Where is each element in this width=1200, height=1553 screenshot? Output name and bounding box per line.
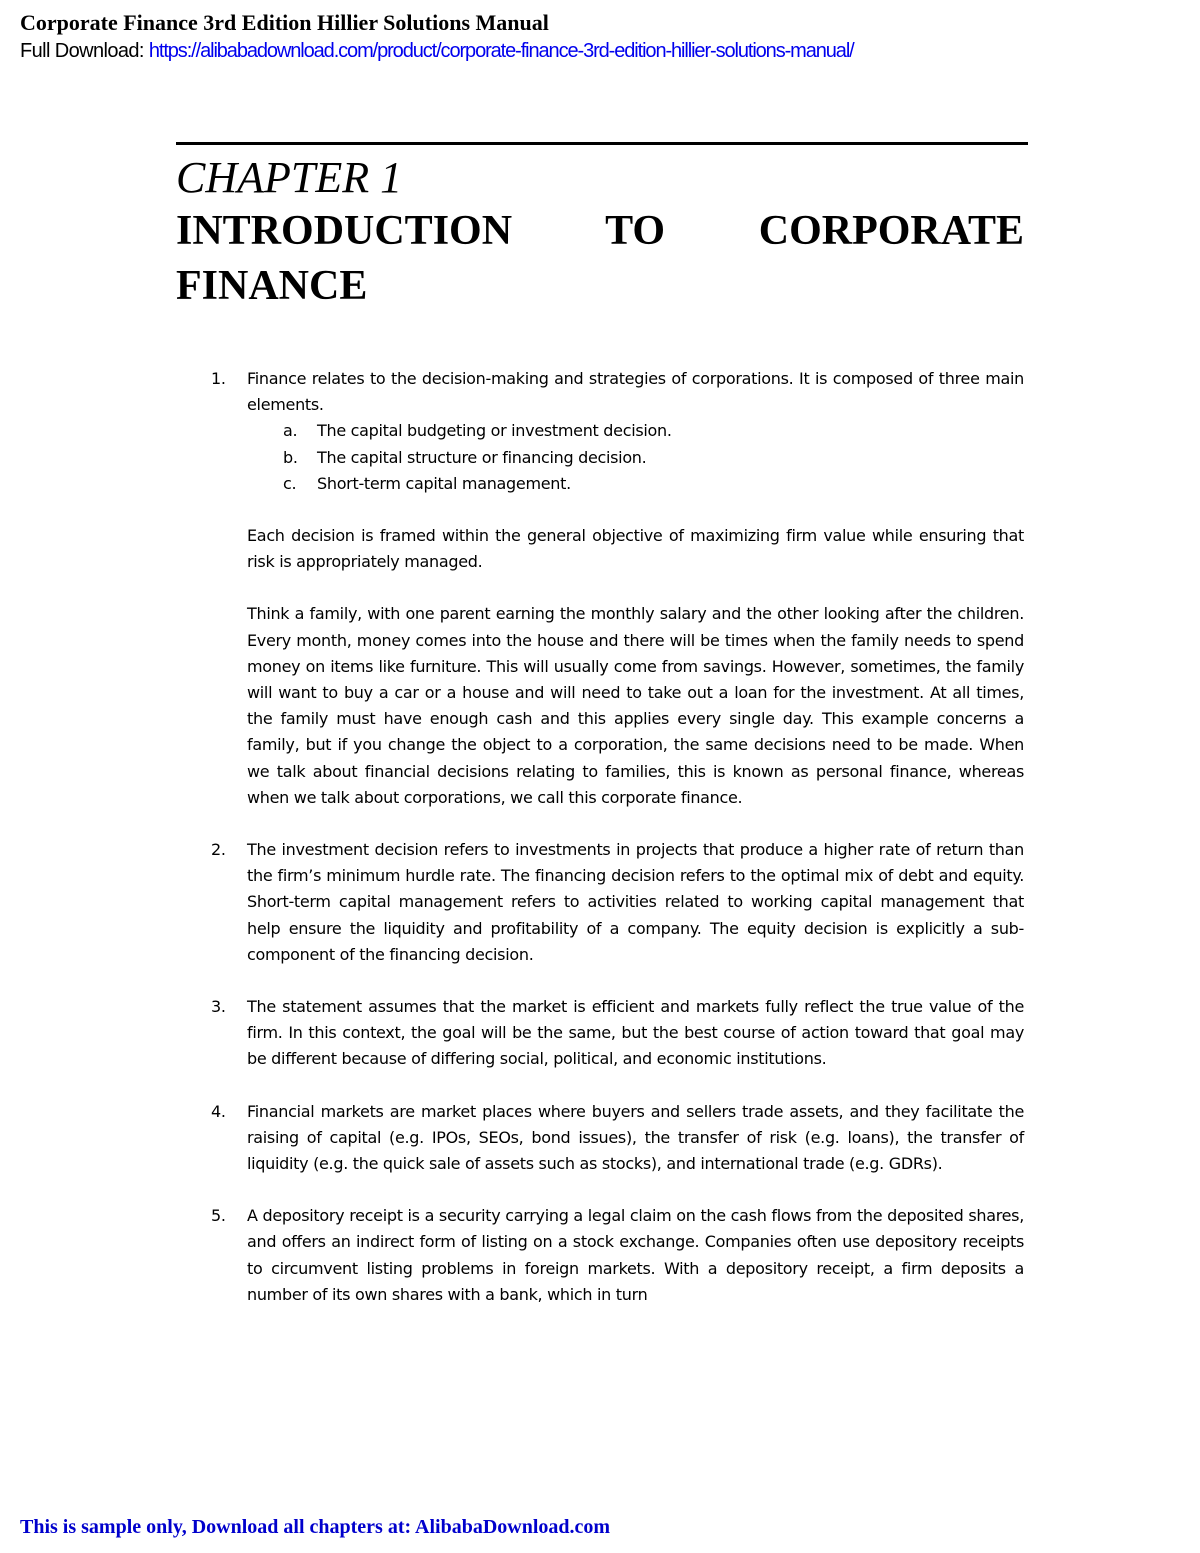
item-text: The statement assumes that the market is efficient and markets fully reflect the true value of the firm. In this context, the goal will be the same, but the best course of action toward that goal may be different because of differing social, political, and economic institutions.: [247, 997, 1024, 1069]
element-letter: b.: [283, 447, 298, 467]
answer-list: [200, 366, 1024, 1308]
item-number: 5.: [211, 1206, 226, 1226]
chapter-rule: [176, 142, 1028, 145]
element-text: The capital structure or financing decision.: [317, 447, 647, 467]
answer-item-1: [200, 366, 1024, 811]
element-list-item: [247, 418, 1024, 444]
item-text: A depository receipt is a security carrying a legal claim on the cash flows from the deposited shares, and offers an indirect form of listing on a stock exchange. Companies often use depository receipts to circumvent listing problems in foreign markets. With a depository receipt, a firm deposits a number of its own shares with a bank, which in turn: [247, 1206, 1024, 1304]
item-number: 1.: [211, 369, 226, 388]
download-link[interactable]: https://alibabadownload.com/product/corporate-finance-3rd-edition-hillier-solutions-manual/: [148, 40, 854, 62]
item-number: 2.: [211, 840, 226, 860]
document-header-title: Corporate Finance 3rd Edition Hillier Solutions Manual: [20, 10, 549, 35]
element-list-item: [247, 471, 1024, 497]
sample-footer: This is sample only, Download all chapters at: AlibabaDownload.com: [20, 1516, 611, 1538]
element-letter: c.: [283, 473, 297, 493]
item-intro: Finance relates to the decision-making and strategies of corporations. It is composed of three main elements.: [247, 369, 1024, 415]
item-text: The investment decision refers to investments in projects that produce a higher rate of return than the firm’s minimum hurdle rate. The financing decision refers to the optimal mix of debt and equity. Short-term capital management refers to activities related to working capital management that help ensure the liquidity and profitability of a company. The equity decision is explicitly a sub-component of the financing decision.: [247, 840, 1024, 964]
download-line: [20, 38, 854, 64]
item-paragraph: Think a family, with one parent earning the monthly salary and the other looking after the children. Every month, money comes into the house and there will be times when the family needs to spend money on items like furniture. This will usually come from savings. However, sometimes, the family will want to buy a car or a house and will need to take out a loan for the investment. At all times, the family must have enough cash and this applies every single day. This example concerns a family, but if you change the object to a corporation, the same decisions need to be made. When we talk about financial decisions relating to families, this is known as personal finance, whereas when we talk about corporations, we call this corporate finance.: [247, 604, 1024, 807]
item-text: Financial markets are market places where buyers and sellers trade assets, and they facilitate the raising of capital (e.g. IPOs, SEOs, bond issues), the transfer of risk (e.g. loans), the transfer of liquidity (e.g. the quick sale of assets such as stocks), and international trade (e.g. GDRs).: [247, 1101, 1024, 1174]
element-list-item: [247, 445, 1024, 471]
element-list: [247, 418, 1024, 497]
chapter-label: CHAPTER 1: [176, 153, 403, 202]
answer-item-5: [200, 1203, 1024, 1308]
item-number: 3.: [211, 997, 226, 1017]
item-paragraph: Each decision is framed within the general objective of maximizing firm value while ensuring that risk is appropriately managed.: [247, 526, 1024, 572]
answer-item-2: [200, 837, 1024, 968]
element-letter: a.: [283, 421, 298, 441]
answer-item-3: [200, 994, 1024, 1073]
download-label: Full Download:: [20, 40, 149, 62]
chapter-title: INTRODUCTION TO CORPORATE FINANCE: [176, 208, 1024, 309]
element-text: Short-term capital management.: [317, 473, 571, 493]
answer-item-4: [200, 1099, 1024, 1178]
item-number: 4.: [211, 1101, 226, 1121]
element-text: The capital budgeting or investment decision.: [317, 421, 672, 441]
